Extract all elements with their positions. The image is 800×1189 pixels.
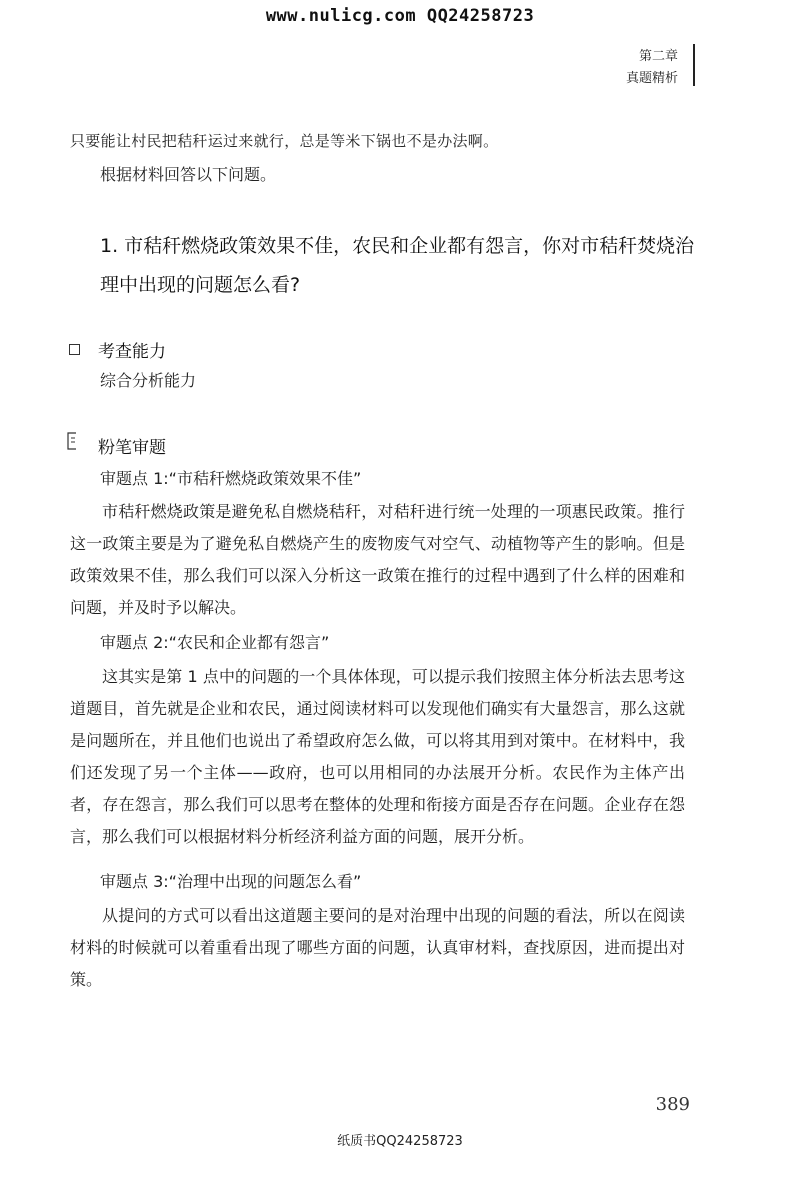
review-point-label: 审题点 2:“农民和企业都有怨言” [100,633,330,652]
review-point-text: 这其实是第 1 点中的问题的一个具体体现，可以提示我们按照主体分析法去思考这道题目，首先就是企业和农民，通过阅读材料可以发现他们确实有大量怨言，那么这就是问题所在，并且他们也说出了希望政府怎么做，可以将其用到对策中。在材料中，我们还发现了另一个主体——政府，也可以用相同的办法展开分析。农民作为主体产出者，存在怨言，那么我们可以思考在整体的处理和衔接方面是否存在问题。企业存在怨言，那么我们可以根据材料分析经济利益方面的问题，展开分析。 [70,667,685,846]
page-number: 389 [655,1094,690,1115]
ability-body: 综合分析能力 [100,371,197,390]
checkbox-icon [69,344,80,355]
review-point-text: 从提问的方式可以看出这道题主要问的是对治理中出现的问题的看法，所以在阅读材料的时候就可以着重看出现了哪些方面的问题，认真审材料，查找原因，进而提出对策。 [70,906,685,989]
chapter-number: 第二章 [638,49,678,64]
ability-title: 考查能力 [98,342,166,362]
question-prompt: 根据材料回答以下问题。 [100,165,277,184]
review-title: 粉笔审题 [98,438,166,458]
review-point-label: 审题点 3:“治理中出现的问题怎么看” [100,872,362,891]
material-continuation: 只要能让村民把秸秆运过来就行，总是等米下锅也不是办法啊。 [70,132,499,150]
chapter-title: 真题精析 [625,71,678,86]
question-text: 1. 市秸秆燃烧政策效果不佳，农民和企业都有怨言，你对市秸秆焚烧治理中出现的问题怎么看? [100,235,695,296]
chapter-divider [693,44,695,86]
header-watermark: www.nulicg.com QQ24258723 [265,6,535,26]
review-point-text: 市秸秆燃烧政策是避免私自燃烧秸秆，对秸秆进行统一处理的一项惠民政策。推行这一政策主要是为了避免私自燃烧产生的废物废气对空气、动植物等产生的影响。但是政策效果不佳，那么我们可以深入分析这一政策在推行的过程中遇到了什么样的困难和问题，并及时予以解决。 [70,502,685,617]
chapter-heading [626,46,678,90]
bracket-icon [66,432,78,450]
footer-text: 纸质书QQ24258723 [337,1134,463,1149]
review-point-label: 审题点 1:“市秸秆燃烧政策效果不佳” [100,469,362,488]
